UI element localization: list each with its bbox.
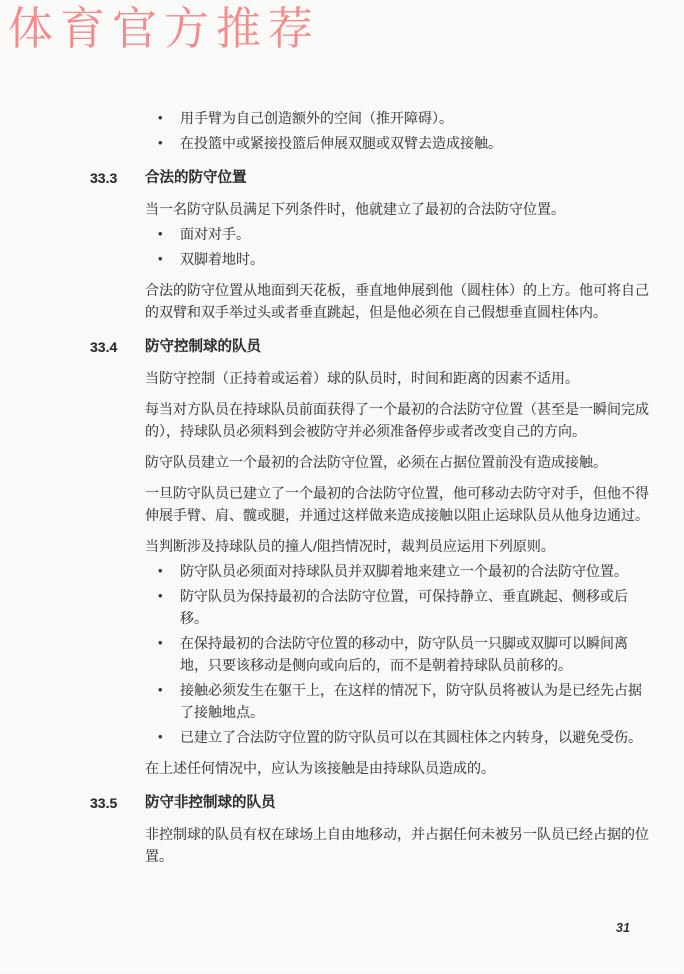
paragraph: 每当对方队员在持球队员前面获得了一个最初的合法防守位置（甚至是一瞬间完成的），持球队员必须料到会被防守并必须准备停步或者改变自己的方向。 xyxy=(145,401,649,439)
paragraph: 非控制球的队员有权在球场上自由地移动，并占据任何未被另一队员已经占据的位置。 xyxy=(145,826,649,864)
bullet-text: 在保持最初的合法防守位置的移动中，防守队员一只脚或双脚可以瞬间离地，只要该移动是侧向或向后的，而不是朝着持球队员前移的。 xyxy=(180,635,628,673)
paragraph: 在上述任何情况中，应认为该接触是由持球队员造成的。 xyxy=(145,760,495,776)
section-number: 33.4 xyxy=(90,339,118,355)
bullet-icon: • xyxy=(158,110,163,125)
bullet-icon: • xyxy=(158,135,163,150)
bullet-item xyxy=(145,223,650,245)
bullet-icon: • xyxy=(158,588,163,603)
section-title: 防守非控制球的队员 xyxy=(145,795,276,811)
paragraph: 当防守控制（正持着或运着）球的队员时，时间和距离的因素不适用。 xyxy=(145,370,579,386)
document-content xyxy=(90,104,650,867)
bullet-icon: • xyxy=(158,729,163,744)
section-title: 合法的防守位置 xyxy=(145,170,247,186)
section-title: 防守控制球的队员 xyxy=(145,339,261,355)
page-number: 31 xyxy=(616,921,630,935)
bullet-text: 防守队员必须面对持球队员并双脚着地来建立一个最初的合法防守位置。 xyxy=(180,563,628,579)
section-number: 33.3 xyxy=(90,170,118,186)
bullet-item xyxy=(145,132,650,154)
bullet-item xyxy=(145,679,650,723)
section-heading xyxy=(90,792,650,814)
paragraph: 当判断涉及持球队员的撞人/阻挡情况时，裁判员应运用下列原则。 xyxy=(145,538,555,554)
bullet-text: 在投篮中或紧接投篮后伸展双腿或双臂去造成接触。 xyxy=(180,135,502,151)
bullet-item xyxy=(145,726,650,748)
bullet-item xyxy=(145,560,650,582)
bullet-item xyxy=(145,632,650,676)
bullet-text: 防守队员为保持最初的合法防守位置，可保持静立、垂直跳起、侧移或后移。 xyxy=(180,588,628,626)
bullet-icon: • xyxy=(158,563,163,578)
section-heading xyxy=(90,336,650,358)
paragraph: 一旦防守队员已建立了一个最初的合法防守位置，他可移动去防守对手，但他不得伸展手臂、肩、髋或腿，并通过这样做来造成接触以阻止运球队员从他身边通过。 xyxy=(145,485,649,523)
bullet-item xyxy=(145,248,650,270)
bullet-text: 已建立了合法防守位置的防守队员可以在其圆柱体之内转身，以避免受伤。 xyxy=(180,729,642,745)
bullet-item xyxy=(145,585,650,629)
section-heading xyxy=(90,167,650,189)
paragraph: 合法的防守位置从地面到天花板，垂直地伸展到他（圆柱体）的上方。他可将自己的双臂和双手举过头或者垂直跳起，但是他必须在自己假想垂直圆柱体内。 xyxy=(145,282,649,320)
section-number: 33.5 xyxy=(90,795,118,811)
bullet-icon: • xyxy=(158,635,163,650)
bullet-text: 用手臂为自己创造额外的空间（推开障碍）。 xyxy=(180,110,453,126)
bullet-icon: • xyxy=(158,226,163,241)
bullet-icon: • xyxy=(158,682,163,697)
bullet-text: 双脚着地时。 xyxy=(180,251,264,267)
bullet-icon: • xyxy=(158,251,163,266)
watermark-text: 体育官方推荐 xyxy=(8,4,321,54)
bullet-item xyxy=(145,107,650,129)
paragraph: 当一名防守队员满足下列条件时，他就建立了最初的合法防守位置。 xyxy=(145,201,565,217)
bullet-text: 面对对手。 xyxy=(180,226,250,242)
bullet-text: 接触必须发生在躯干上，在这样的情况下，防守队员将被认为是已经先占据了接触地点。 xyxy=(180,682,642,720)
paragraph: 防守队员建立一个最初的合法防守位置，必须在占据位置前没有造成接触。 xyxy=(145,454,607,470)
